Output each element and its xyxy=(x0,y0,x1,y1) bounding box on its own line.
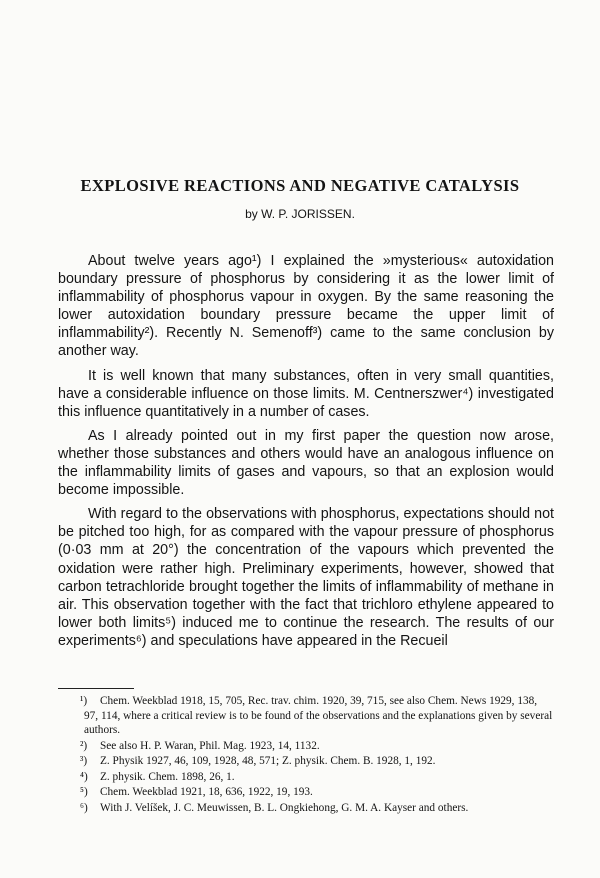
footnote xyxy=(58,801,554,816)
paragraph: About twelve years ago¹) I explained the »mysterious« autoxidation boundary pressure of phosphorus by considering it as the lower limit of inflammability of phosphorus vapour in oxygen. By the same reasoning the lower autoxidation boundary pressure became the upper limit of inflammability²). Recently N. Semenoff³) came to the same conclusion by another way. xyxy=(58,253,554,360)
article-title: EXPLOSIVE REACTIONS AND NEGATIVE CATALYSIS xyxy=(80,176,520,195)
footnote-mark: ¹) xyxy=(80,695,88,707)
footnote xyxy=(58,694,554,738)
footnote-mark: ²) xyxy=(80,739,88,752)
footnote-text: With J. Velíšek, J. C. Meuwissen, B. L. Ongkiehong, G. M. A. Kayser and others. xyxy=(100,801,469,814)
footnote xyxy=(58,785,554,800)
footnote-mark: ³) xyxy=(80,755,88,767)
footnotes xyxy=(58,694,554,816)
paragraph: It is well known that many substances, often in very small quantities, have a considerable influence on those limits. M. Centnerszwer⁴) investigated this influence quantitatively in a number of cases. xyxy=(58,367,554,420)
footnote-text: Chem. Weekblad 1918, 15, 705, Rec. trav. chim. 1920, 39, 715, see also Chem. News 1929, 138, 97, 114, where a critical review is to be found of the observations and the explanations given by several authors. xyxy=(84,695,553,736)
footnote-mark: ⁵) xyxy=(80,786,88,798)
footnote xyxy=(58,770,554,785)
footnote-mark: ⁶) xyxy=(80,801,88,814)
footnote-divider xyxy=(58,688,134,689)
footnote-mark: ⁴) xyxy=(80,770,88,783)
footnote-text: Chem. Weekblad 1921, 18, 636, 1922, 19, 193. xyxy=(100,786,313,798)
footnote xyxy=(58,739,554,754)
footnote xyxy=(58,754,554,769)
paragraph: With regard to the observations with phosphorus, expectations should not be pitched too high, for as compared with the vapour pressure of phosphorus (0·03 mm at 20°) the concentration of the vapours which prevented the oxidation were rather high. Preliminary experiments, however, showed that carbon tetrachloride brought together the limits of inflammability of methane in air. This observation together with the fact that trichloro ethylene appeared to lower both limits⁵) induced me to continue the research. The results of our experiments⁶) and speculations have appeared in the Recueil xyxy=(58,506,554,649)
footnote-text: Z. physik. Chem. 1898, 26, 1. xyxy=(100,770,235,783)
paragraph: As I already pointed out in my first paper the question now arose, whether those substances and others would have an analogous influence on the inflammability limits of gases and vapours, so that an explosion would become impossible. xyxy=(58,427,554,499)
footnote-text: See also H. P. Waran, Phil. Mag. 1923, 14, 1132. xyxy=(100,739,320,752)
author-byline: by W. P. JORISSEN. xyxy=(245,207,355,221)
article-body xyxy=(58,252,554,656)
footnote-text: Z. Physik 1927, 46, 109, 1928, 48, 571; Z. physik. Chem. B. 1928, 1, 192. xyxy=(100,755,436,767)
